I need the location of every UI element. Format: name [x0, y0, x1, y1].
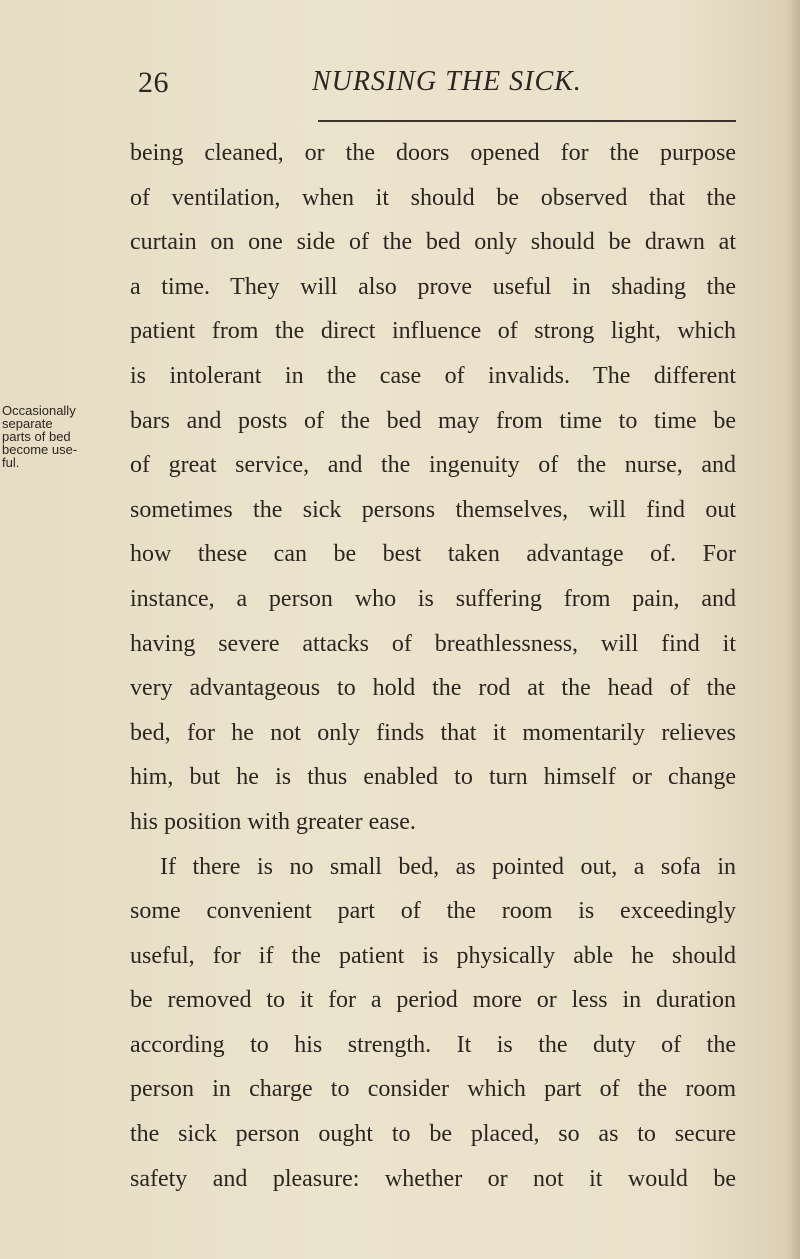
text-line: curtain on one side of the bed only should be drawn at: [130, 229, 736, 256]
header-rule: [318, 120, 736, 122]
margin-note-line: become use-: [2, 442, 78, 457]
text-line: a time. They will also prove useful in shading the: [130, 273, 736, 300]
text-line: instance, a person who is suffering from pain, and: [130, 585, 736, 612]
margin-note-line: Occasionally: [2, 403, 76, 418]
text-line: of ventilation, when it should be observed that the: [130, 184, 736, 211]
margin-note-line: separate: [2, 416, 53, 431]
text-line: some convenient part of the room is exceedingly: [130, 898, 736, 925]
text-line: of great service, and the ingenuity of the nurse, and: [130, 452, 736, 479]
text-line: very advantageous to hold the rod at the head of the: [130, 675, 736, 702]
text-line: bars and posts of the bed may from time to time be: [130, 407, 736, 434]
text-line: bed, for he not only finds that it momentarily relieves: [130, 719, 736, 746]
text-line: the sick person ought to be placed, so as to secure: [130, 1121, 736, 1148]
body-text: [130, 131, 736, 1201]
text-line: according to his strength. It is the duty of the: [130, 1031, 736, 1058]
text-line: being cleaned, or the doors opened for the purpose: [130, 140, 736, 166]
text-line: If there is no small bed, as pointed out, a sofa in: [160, 853, 736, 880]
text-line: safety and pleasure: whether or not it would be: [130, 1165, 736, 1192]
text-line: useful, for if the patient is physically able he should: [130, 942, 736, 969]
text-line: patient from the direct influence of strong light, which: [130, 318, 736, 345]
text-line: sometimes the sick persons themselves, will find out: [130, 496, 736, 523]
text-line: how these can be best taken advantage of. For: [130, 541, 736, 568]
page-edge-shadow: [786, 0, 800, 1259]
page-number: 26: [138, 66, 169, 99]
margin-note: [2, 404, 130, 469]
text-line: having severe attacks of breathlessness, will find it: [130, 630, 736, 657]
text-line: him, but he is thus enabled to turn himself or change: [130, 764, 736, 791]
text-line: his position with greater ease.: [130, 808, 416, 835]
margin-note-line: parts of bed: [2, 429, 71, 444]
text-line: be removed to it for a period more or less in duration: [130, 987, 736, 1014]
running-title: NURSING THE SICK.: [312, 66, 582, 97]
text-line: is intolerant in the case of invalids. The different: [130, 362, 736, 389]
margin-note-line: ful.: [2, 455, 20, 470]
text-line: person in charge to consider which part of the room: [130, 1076, 736, 1103]
